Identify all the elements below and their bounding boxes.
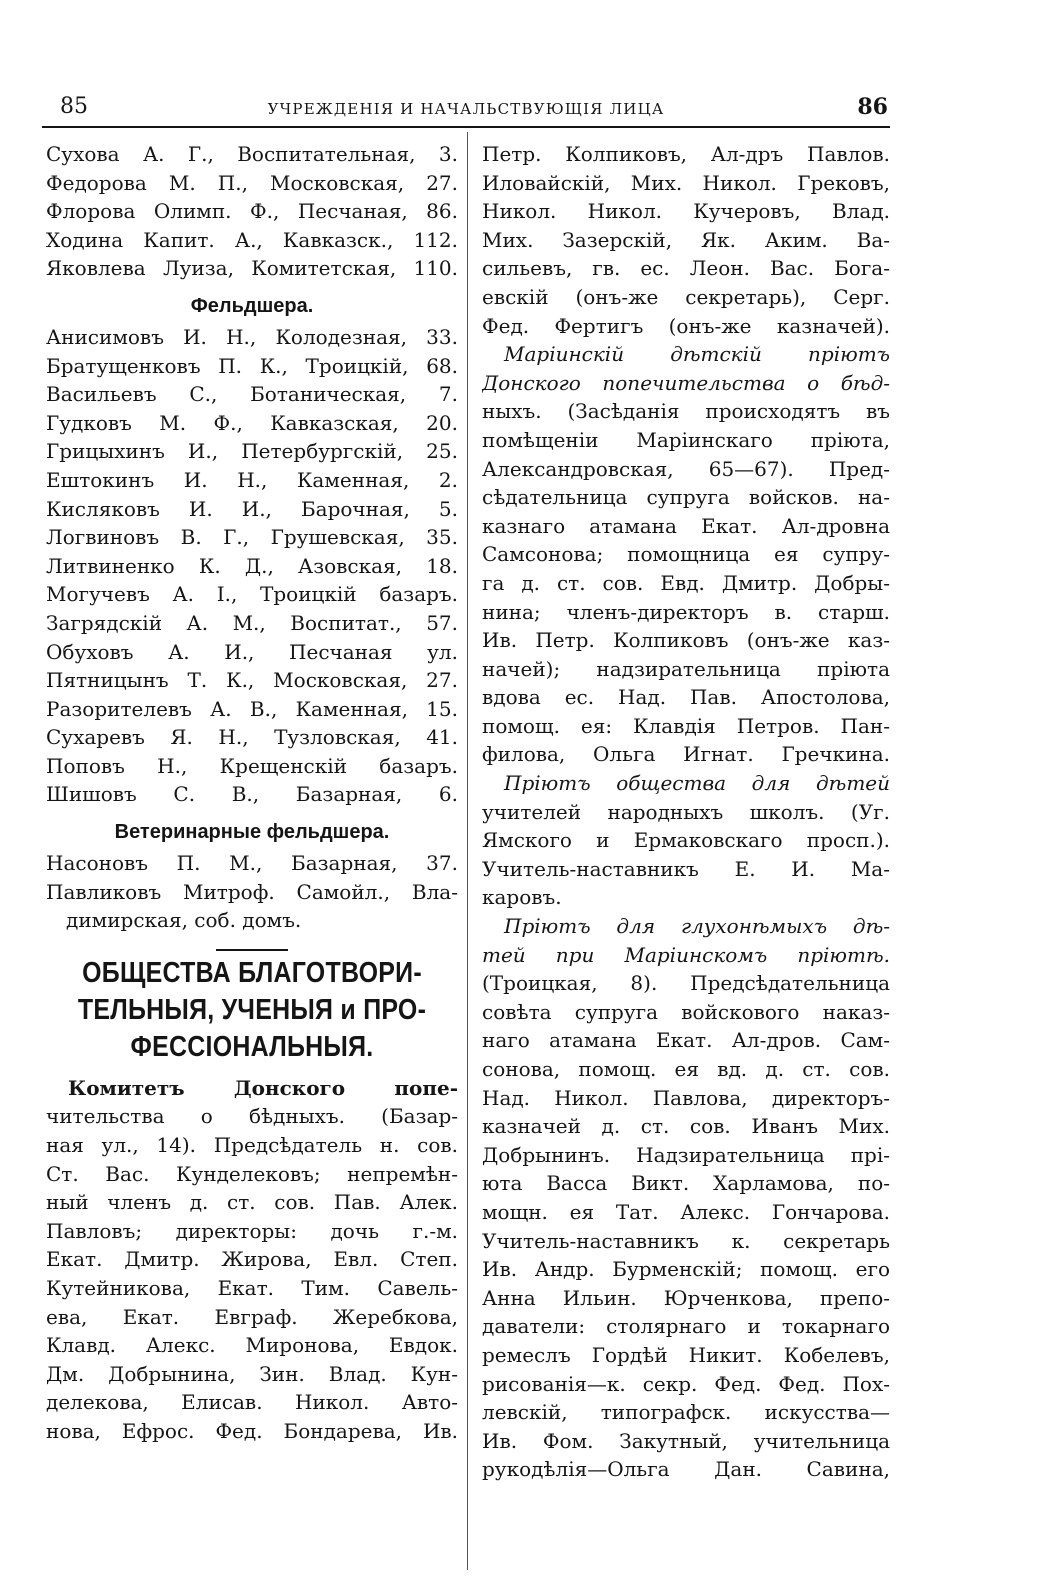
paragraph-line: Ив. Петр. Колпиковъ (онъ-же каз- (482, 628, 890, 653)
section-divider (216, 949, 288, 951)
column-divider (467, 132, 468, 1570)
paragraph-line: даватели: столярнаго и токарнаго (482, 1314, 890, 1339)
paragraph-line: евскій (онъ-же секретарь), Серг. (482, 284, 890, 309)
list-line: Логвиновъ В. Г., Грушевская, 35. (46, 525, 458, 550)
paragraph-line: га д. ст. сов. Евд. Дмитр. Добры- (482, 570, 890, 595)
paragraph-line: Фед. Фертигъ (онъ-же казначей). (482, 313, 890, 338)
header-rule (42, 126, 890, 128)
paragraph-line: нина; членъ-директоръ в. старш. (482, 599, 890, 624)
societies-heading (46, 955, 458, 1066)
paragraph-line: Учитель-наставникъ Е. И. Ма- (482, 856, 890, 881)
paragraph-line: Учитель-наставникъ к. секретарь (482, 1228, 890, 1253)
paragraph-line: Над. Никол. Павлова, директоръ- (482, 1085, 890, 1110)
paragraph-line: нова, Ефрос. Фед. Бондарева, Ив. (46, 1418, 458, 1443)
list-line: Васильевъ С., Ботаническая, 7. (46, 382, 458, 407)
paragraph-line: Самсонова; помощница ея супру- (482, 542, 890, 567)
page-number-right: 86 (857, 94, 888, 120)
paragraph-line: Петр. Колпиковъ, Ал-дръ Павлов. (482, 142, 890, 166)
paragraph-line: юта Васса Викт. Харламова, по- (482, 1171, 890, 1196)
list-line: Братущенковъ П. К., Троицкій, 68. (46, 353, 458, 378)
big-heading-line: ОБЩЕСТВА БЛАГОТВОРИ- (82, 956, 422, 989)
list-line: Сухаревъ Я. Н., Тузловская, 41. (46, 725, 458, 750)
list-line: Поповъ Н., Крещенскій базаръ. (46, 753, 458, 778)
paragraph-line: Александровская, 65—67). Пред- (482, 456, 890, 481)
vet-list (46, 849, 458, 935)
paragraph-line: учителей народныхъ школъ. (Уг. (482, 799, 890, 824)
paragraph-line: филова, Ольга Игнат. Гречкина. (482, 742, 890, 767)
right-column (482, 140, 890, 1484)
list-line: Флорова Олимп. Ф., Песчаная, 86. (46, 199, 458, 224)
big-heading-line: ТЕЛЬНЫЯ, УЧЕНЫЯ и ПРО- (77, 993, 427, 1026)
paragraph-line: сонова, помощ. ея вд. д. ст. сов. (482, 1057, 890, 1081)
committee-paragraph (46, 1074, 458, 1446)
paragraph-line: чительства о бѣдныхъ. (Базар- (46, 1104, 458, 1129)
list-line: Обуховъ А. И., Песчаная ул. (46, 639, 458, 664)
list-line: Насоновъ П. М., Базарная, 37. (46, 851, 458, 876)
paragraph-line: сильевъ, гв. ес. Леон. Вас. Бога- (482, 256, 890, 281)
section-heading-vet: Ветеринарные фельдшера. (114, 821, 390, 844)
feldshera-list (46, 323, 458, 809)
paragraph-line: совѣта супруга войскового наказ- (482, 999, 890, 1024)
paragraph-line: Клавд. Алекс. Миронова, Евдок. (46, 1333, 458, 1358)
paragraph-line: Ст. Вас. Кунделековъ; непремѣн- (46, 1161, 458, 1186)
page-number-left: 85 (60, 94, 88, 119)
list-line: Сухова А. Г., Воспитательная, 3. (46, 142, 458, 166)
paragraph-line: ныхъ. (Засѣданія происходятъ въ (482, 399, 890, 424)
paragraph-line: Иловайскій, Мих. Никол. Грековъ, (482, 170, 890, 195)
institution-title-line: Пріютъ для глухонѣмыхъ дѣ- (504, 914, 890, 939)
list-line: Анисимовъ И. Н., Колодезная, 33. (46, 324, 458, 349)
paragraph-line: наго атамана Екат. Ал-дров. Сам- (482, 1028, 890, 1053)
paragraph-line: Мих. Зазерскій, Як. Аким. Ва- (482, 227, 890, 252)
paragraph-line: ный членъ д. ст. сов. Пав. Алек. (46, 1190, 458, 1215)
big-heading-line: ФЕССІОНАЛЬНЫЯ. (130, 1030, 374, 1063)
paragraph-line: вдова ес. Над. Пав. Апостолова, (482, 685, 890, 710)
paragraph-line: Анна Ильин. Юрченкова, препо- (482, 1285, 890, 1310)
paragraph-line: каровъ. (482, 885, 562, 910)
paragraph-line: (Троицкая, 8). Предсѣдательница (482, 971, 890, 996)
list-line: Шишовъ С. В., Базарная, 6. (46, 782, 458, 807)
running-title: УЧРЕЖДЕНІЯ И НАЧАЛЬСТВУЮЩІЯ ЛИЦА (267, 100, 665, 118)
midwives-list-tail (46, 140, 458, 283)
paragraph-line: казначей д. ст. сов. Иванъ Мих. (482, 1114, 890, 1139)
list-line: Павликовъ Митроф. Самойл., Вла- (46, 879, 458, 904)
institution-title-line: Маріинскій дѣтскій пріютъ (504, 342, 890, 367)
paragraph-line: левскій, типографск. искусства— (482, 1400, 890, 1425)
paragraph-line: рисованія—к. секр. Фед. Фед. Пох- (482, 1371, 890, 1396)
list-line: Яковлева Луиза, Комитетская, 110. (46, 256, 458, 281)
list-line: димирская, соб. домъ. (66, 908, 302, 933)
list-line: Грицыхинъ И., Петербургскій, 25. (46, 439, 458, 464)
paragraph-line: Дм. Добрынина, Зин. Влад. Кун- (46, 1361, 458, 1386)
paragraph-line: мощн. ея Тат. Алекс. Гончарова. (482, 1199, 890, 1224)
paragraph-line: Ив. Фом. Закутный, учительница (482, 1428, 890, 1453)
list-line: Гудковъ М. Ф., Кавказская, 20. (46, 410, 458, 435)
list-line: Пятницынъ Т. К., Московская, 27. (46, 668, 458, 693)
paragraph-line: рукодѣлія—Ольга Дан. Савина, (482, 1457, 890, 1482)
paragraph-line: Добрынинъ. Надзирательница прі- (482, 1142, 890, 1167)
list-line: Федорова М. П., Московская, 27. (46, 170, 458, 195)
list-line: Литвиненко К. Д., Азовская, 18. (46, 553, 458, 578)
paragraph-line: Никол. Никол. Кучеровъ, Влад. (482, 199, 890, 224)
list-line: Загрядскій А. М., Воспитат., 57. (46, 610, 458, 635)
paragraph-line: ная ул., 14). Предсѣдатель н. сов. (46, 1133, 458, 1158)
paragraph-line: делекова, Елисав. Никол. Авто- (46, 1390, 458, 1415)
paragraph-line: начей); надзирательница пріюта (482, 656, 890, 681)
running-header (42, 94, 890, 128)
institution-title-line: тей при Маріинскомъ пріютѣ. (482, 942, 890, 967)
list-line: Ходина Капит. А., Кавказск., 112. (46, 227, 458, 252)
paragraph-line: сѣдательница супруга войсков. на- (482, 485, 890, 510)
paragraph-line: Ив. Андр. Бурменскій; помощ. его (482, 1257, 890, 1282)
paragraph-line: помощ. ея: Клавдія Петров. Пан- (482, 713, 890, 738)
list-line: Разорителевъ А. В., Каменная, 15. (46, 696, 458, 721)
paragraph-line: Комитетъ Донского попе- (68, 1075, 458, 1100)
paragraph-line: помѣщеніи Маріинскаго пріюта, (482, 427, 890, 452)
section-heading-feldshera: Фельдшера. (190, 294, 314, 317)
paragraph-line: казнаго атамана Екат. Ал-дровна (482, 513, 890, 538)
list-line: Могучевъ А. І., Троицкій базаръ. (46, 582, 458, 607)
list-line: Ештокинъ И. Н., Каменная, 2. (46, 467, 458, 492)
left-column (46, 140, 458, 1446)
institution-title-line: Пріютъ общества для дѣтей (504, 771, 890, 796)
paragraph-line: ремеслъ Гордѣй Никит. Кобелевъ, (482, 1342, 890, 1367)
paragraph-line: Ямского и Ермаковскаго просп.). (482, 828, 890, 853)
paragraph-line: Кутейникова, Екат. Тим. Савель- (46, 1276, 458, 1300)
institution-title-line: Донского попечительства о бѣд- (482, 370, 890, 395)
list-line: Кисляковъ И. И., Барочная, 5. (46, 496, 458, 521)
paragraph-line: ева, Екат. Евграф. Жеребкова, (46, 1304, 458, 1329)
paragraph-line: Павловъ; директоры: дочь г.-м. (46, 1218, 458, 1243)
paragraph-line: Екат. Дмитр. Жирова, Евл. Степ. (46, 1247, 458, 1272)
